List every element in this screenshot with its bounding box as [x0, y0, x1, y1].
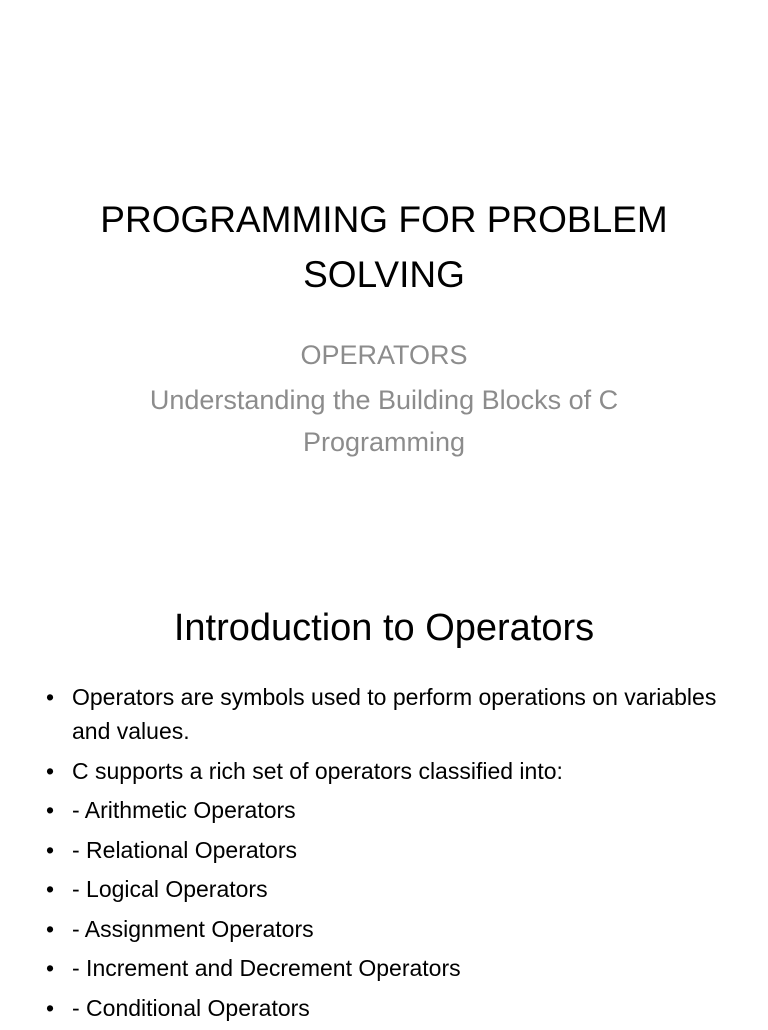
bullet-item: [42, 793, 722, 827]
slide-subtitle: [80, 334, 688, 463]
bullet-text: - Arithmetic Operators: [72, 797, 296, 823]
bullet-text: - Assignment Operators: [72, 915, 314, 942]
bullet-icon: •: [45, 994, 55, 1021]
bullet-icon: •: [45, 836, 55, 863]
bullet-icon: •: [45, 915, 55, 942]
bullet-text: - Conditional Operators: [72, 994, 310, 1021]
bullet-item: [42, 680, 722, 748]
bullet-item: [42, 833, 722, 867]
bullet-item: [42, 872, 722, 906]
bullet-item: [42, 912, 722, 946]
bullet-icon: •: [45, 955, 55, 981]
bullet-icon: •: [45, 876, 55, 902]
bullet-text: - Increment and Decrement Operators: [72, 955, 461, 981]
subtitle-description: Understanding the Building Blocks of C Programming: [149, 385, 619, 457]
bullet-text: - Logical Operators: [72, 876, 268, 902]
bullet-text: - Relational Operators: [72, 836, 297, 863]
bullet-item: [42, 991, 722, 1025]
slide-heading: Introduction to Operators: [173, 607, 595, 649]
bullet-text: Operators are symbols used to perform operations on variables and values.: [72, 684, 717, 744]
subtitle-topic: OPERATORS: [300, 340, 468, 370]
bullet-icon: •: [45, 757, 55, 784]
content-slide: [0, 576, 768, 1024]
slide-title: PROGRAMMING FOR PROBLEM SOLVING: [100, 199, 668, 295]
bullet-item: [42, 754, 722, 788]
bullet-icon: •: [45, 684, 55, 710]
bullet-text: C supports a rich set of operators classified into:: [72, 757, 563, 784]
bullet-icon: •: [45, 797, 55, 823]
bullet-item: [42, 951, 722, 985]
bullet-list: [42, 680, 722, 1030]
